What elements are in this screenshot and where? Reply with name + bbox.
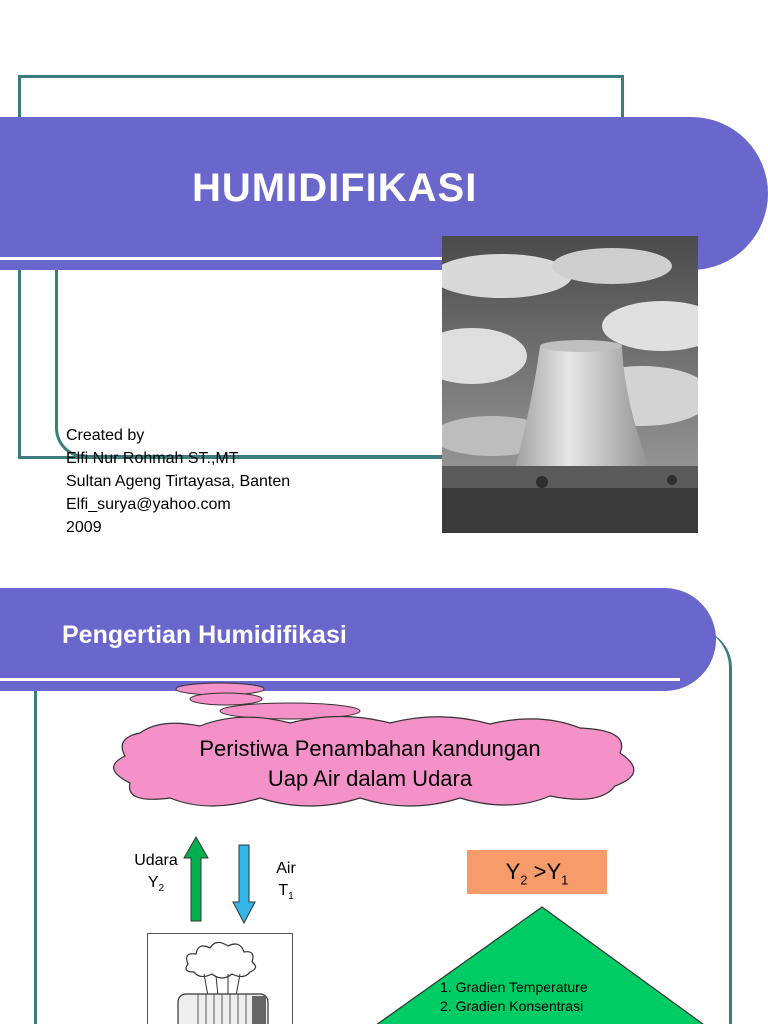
t1-symbol: T bbox=[278, 882, 289, 899]
t1-sub: 1 bbox=[288, 891, 294, 903]
up-arrow-icon bbox=[183, 836, 209, 922]
cooling-tower-icon bbox=[442, 236, 698, 533]
title-underline bbox=[0, 257, 445, 260]
cooling-tower-photo bbox=[442, 236, 698, 533]
humidifier-icon bbox=[148, 934, 292, 1024]
cloud-text-line2: Uap Air dalam Udara bbox=[267, 766, 473, 791]
equipment-image bbox=[147, 933, 293, 1024]
page-title: HUMIDIFIKASI bbox=[192, 166, 478, 210]
credit-email: Elfi_surya@yahoo.com bbox=[66, 496, 231, 513]
gradient-item-temperature: 1. Gradien Temperature bbox=[440, 979, 588, 995]
udara-label: Udara $Y_2$ bbox=[134, 852, 178, 895]
slide-pengertian bbox=[0, 560, 768, 1024]
y2-sub: 2 bbox=[158, 883, 165, 895]
credit-created-by: Created by bbox=[66, 427, 145, 444]
cloud-text-line1: Peristiwa Penambahan kandungan bbox=[199, 736, 541, 761]
credits-block bbox=[66, 424, 290, 539]
gradient-item-konsentrasi: 2. Gradien Konsentrasi bbox=[440, 998, 584, 1014]
down-arrow-icon bbox=[232, 844, 256, 924]
comparison-box: $Y_2 >Y_1$ bbox=[467, 850, 607, 894]
cloud-text bbox=[90, 734, 650, 794]
credit-institution: Sultan Ageng Tirtayasa, Banten bbox=[66, 473, 291, 490]
gradient-list bbox=[440, 978, 588, 1016]
y2-symbol: Y bbox=[147, 874, 159, 891]
section-title: Pengertian Humidifikasi bbox=[62, 621, 347, 649]
credit-author: Elfi Nur Rohmah ST.,MT bbox=[66, 450, 239, 467]
credit-year: 2009 bbox=[66, 519, 102, 536]
air-label: Air $T_1$ bbox=[276, 860, 296, 903]
